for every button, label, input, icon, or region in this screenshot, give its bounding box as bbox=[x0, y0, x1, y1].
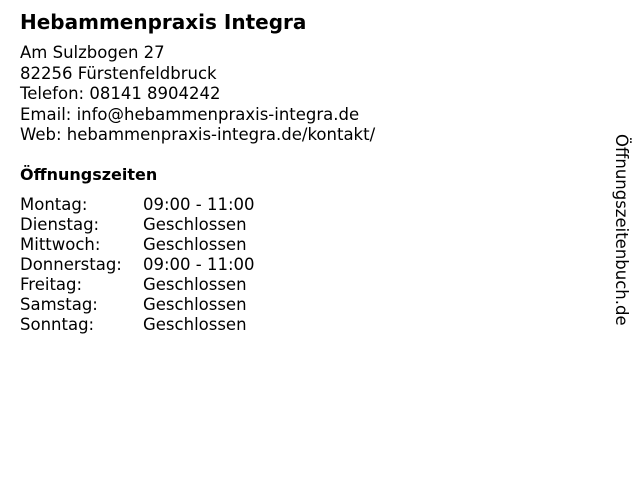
practice-name: Hebammenpraxis Integra bbox=[20, 10, 307, 34]
city-address: 82256 Fürstenfeldbruck bbox=[20, 63, 217, 83]
hours-row-sunday bbox=[20, 315, 580, 335]
hours-time: Geschlossen bbox=[143, 214, 247, 234]
phone-line: Telefon: 08141 8904242 bbox=[20, 84, 221, 103]
opening-hours-table bbox=[20, 195, 580, 335]
hours-time: 09:00 - 11:00 bbox=[143, 254, 255, 274]
opening-hours-heading: Öffnungszeiten bbox=[20, 164, 158, 184]
hours-day: Donnerstag: bbox=[20, 254, 122, 274]
hours-time: Geschlossen bbox=[143, 314, 247, 334]
hours-day: Samstag: bbox=[20, 294, 98, 314]
hours-time: Geschlossen bbox=[143, 294, 247, 314]
hours-row-monday bbox=[20, 195, 580, 215]
hours-day: Dienstag: bbox=[20, 214, 100, 234]
hours-time: Geschlossen bbox=[143, 234, 247, 254]
hours-time: 09:00 - 11:00 bbox=[143, 194, 255, 214]
street-address: Am Sulzbogen 27 bbox=[20, 43, 165, 62]
hours-day: Montag: bbox=[20, 194, 88, 214]
practice-info bbox=[20, 10, 580, 335]
site-watermark-label: Öffnungszeitenbuch.de bbox=[612, 134, 631, 326]
hours-day: Freitag: bbox=[20, 274, 83, 294]
hours-row-friday bbox=[20, 275, 580, 295]
hours-row-tuesday bbox=[20, 215, 580, 235]
website-line: Web: hebammenpraxis-integra.de/kontakt/ bbox=[20, 125, 376, 144]
hours-row-wednesday bbox=[20, 235, 580, 255]
hours-row-thursday bbox=[20, 255, 580, 275]
hours-time: Geschlossen bbox=[143, 274, 247, 294]
hours-day: Sonntag: bbox=[20, 314, 95, 334]
hours-day: Mittwoch: bbox=[20, 234, 101, 254]
email-line: Email: info@hebammenpraxis-integra.de bbox=[20, 104, 360, 124]
hours-row-saturday bbox=[20, 295, 580, 315]
